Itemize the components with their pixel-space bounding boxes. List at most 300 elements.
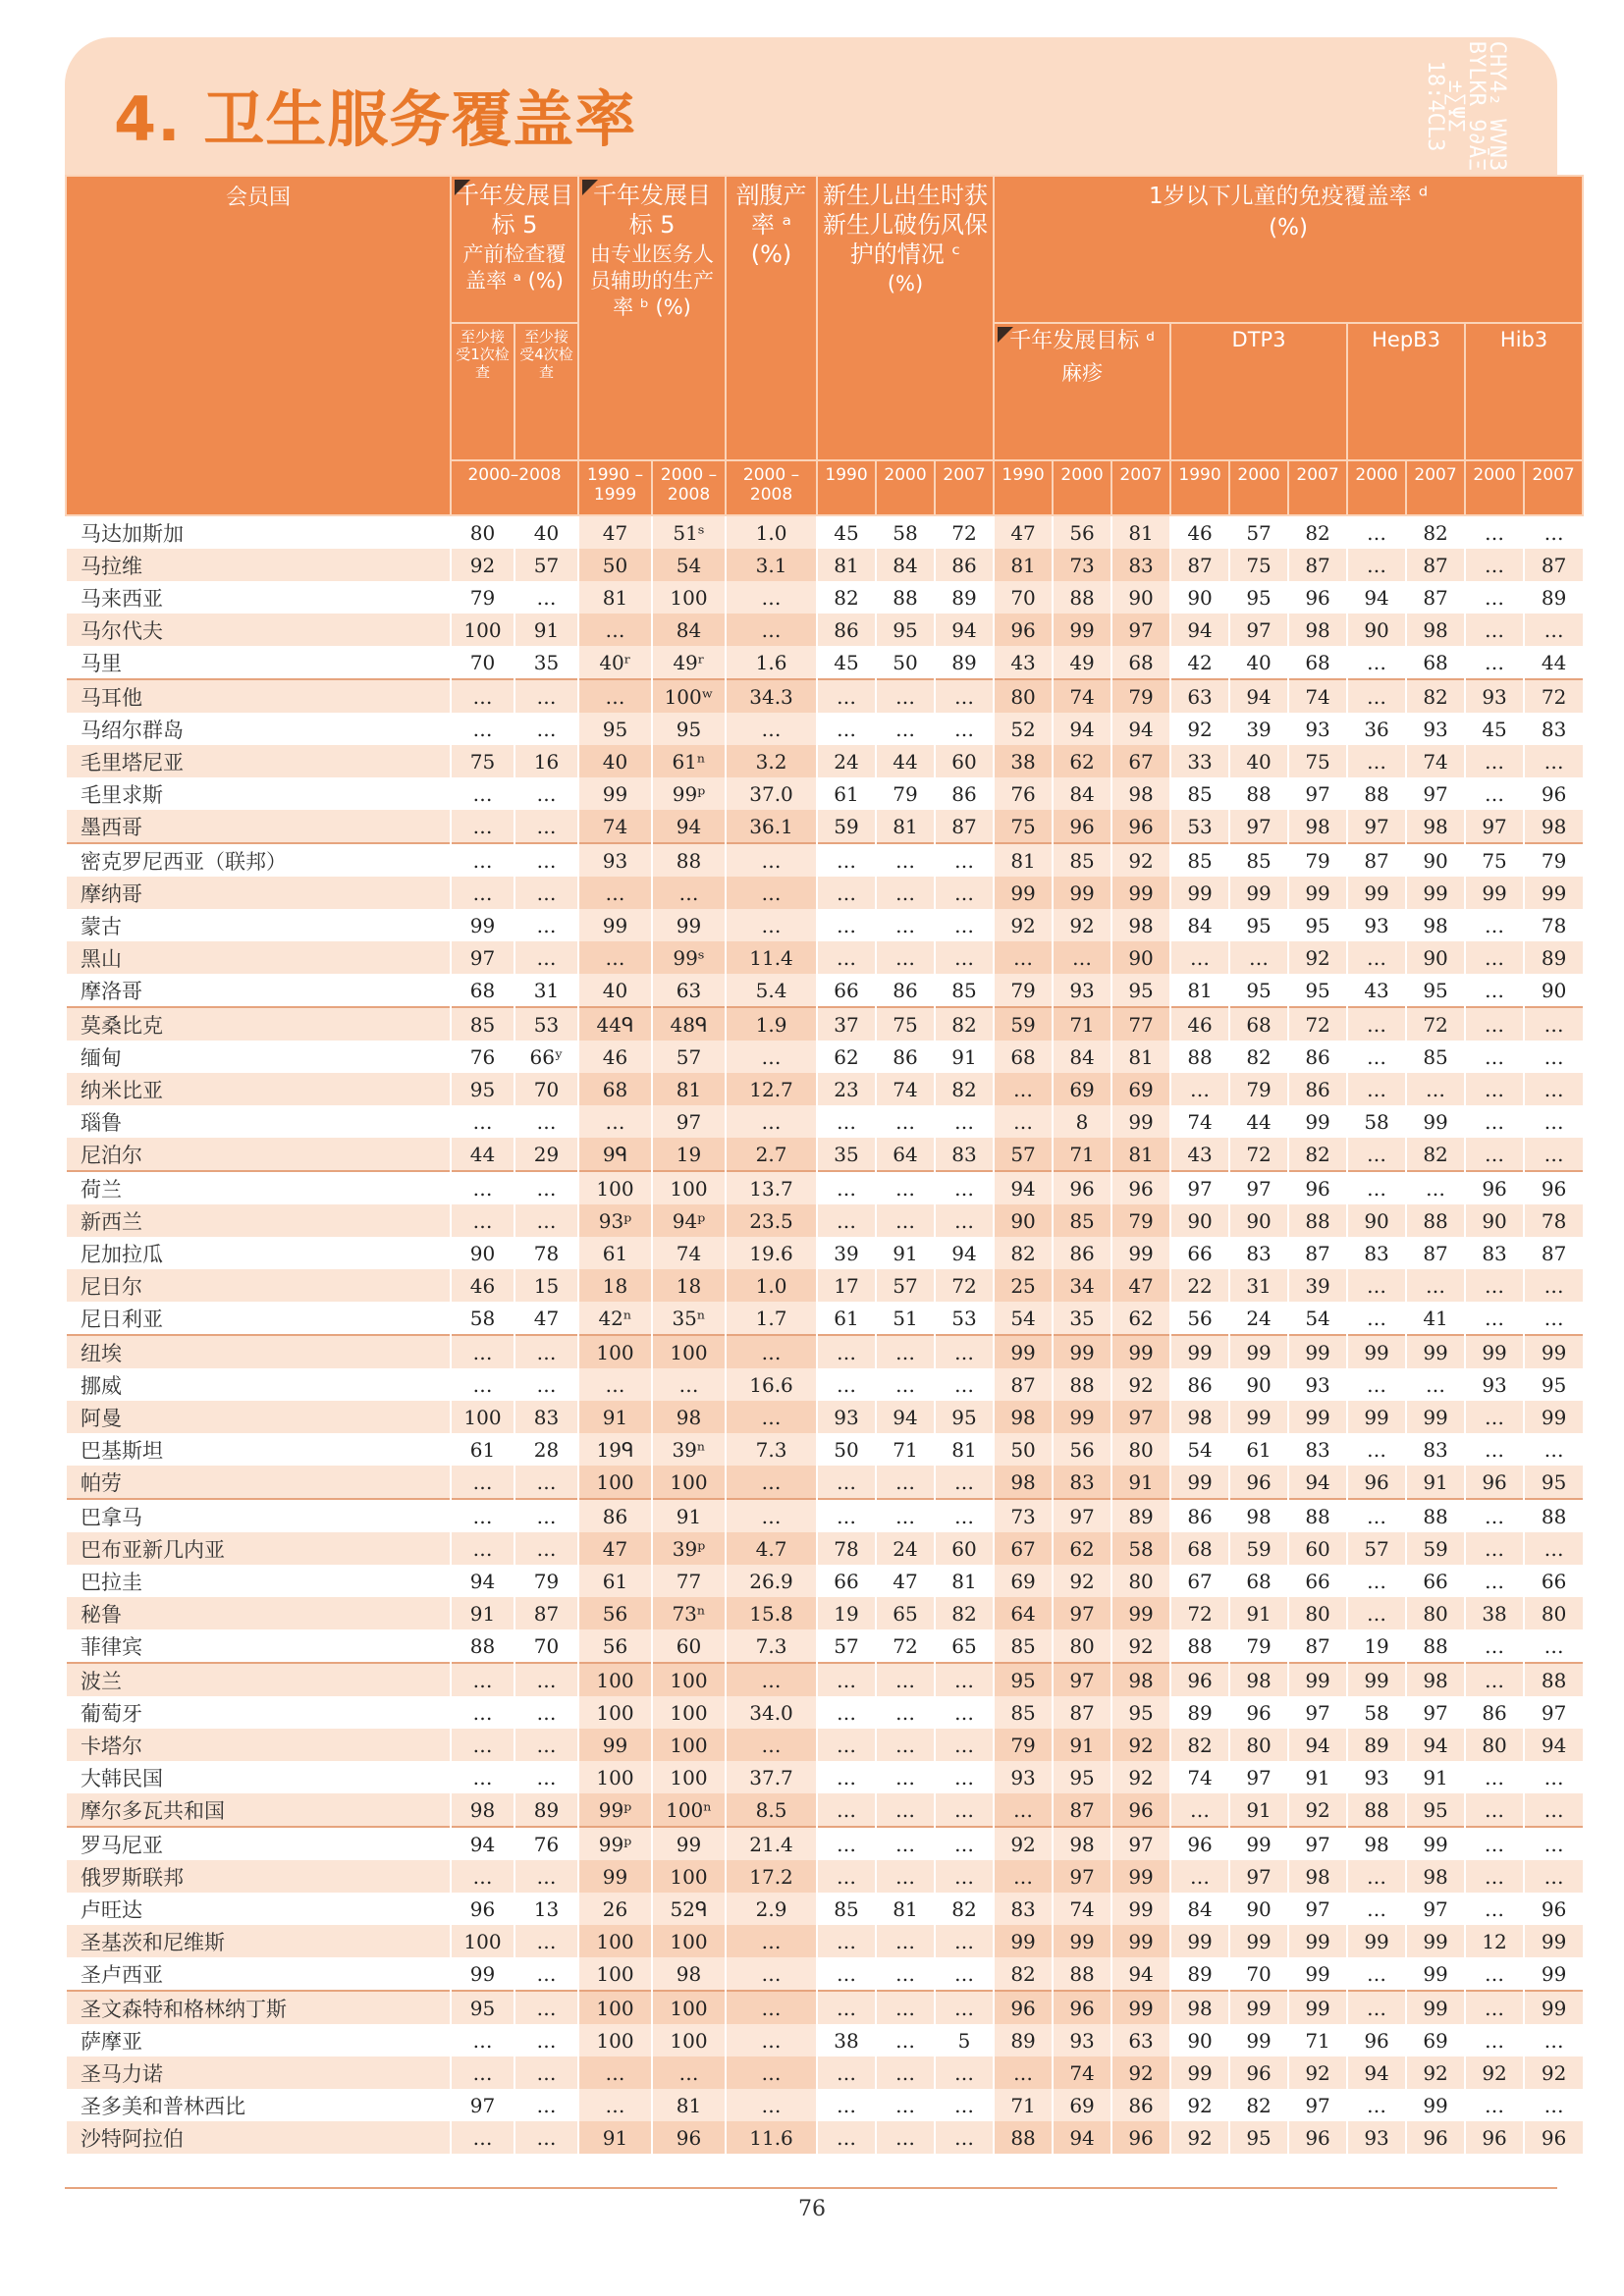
table-cell: 87 — [1288, 1237, 1347, 1269]
table-cell: … — [817, 713, 876, 745]
member-name: 毛里塔尼亚 — [66, 745, 451, 777]
table-cell: 94 — [876, 1401, 935, 1433]
member-name: 密克罗尼西亚（联邦） — [66, 843, 451, 877]
table-cell: 96 — [1229, 1696, 1288, 1729]
table-cell: 71 — [1053, 1007, 1111, 1041]
table-cell: 79 — [1524, 843, 1583, 877]
table-cell: … — [994, 941, 1053, 974]
table-cell: 78 — [1524, 1204, 1583, 1237]
table-cell: 18 — [578, 1269, 652, 1302]
table-cell: 99 — [1111, 877, 1170, 909]
table-cell: 81 — [1170, 974, 1229, 1007]
table-cell: 16 — [514, 745, 578, 777]
table-cell: … — [1465, 2089, 1524, 2121]
table-cell: 15 — [514, 1269, 578, 1302]
table-cell: 99 — [578, 909, 652, 941]
table-row — [66, 1893, 1583, 1925]
table-cell: 96 — [1524, 2121, 1583, 2154]
table-row — [66, 1138, 1583, 1171]
table-cell: 94 — [935, 614, 994, 646]
table-cell: 82 — [935, 1893, 994, 1925]
table-cell: 81 — [1111, 1041, 1170, 1073]
table-cell: 99 — [994, 877, 1053, 909]
table-cell: 100 — [652, 1663, 726, 1696]
table-cell: … — [876, 1957, 935, 1991]
table-cell: 92 — [1170, 2121, 1229, 2154]
table-cell: … — [652, 1368, 726, 1401]
table-cell: … — [1524, 1138, 1583, 1171]
table-cell: 1.7 — [726, 1302, 817, 1335]
header-tetanus-title: 新生儿出生时获新生儿破伤风保护的情况 ᶜ — [823, 182, 989, 268]
table-cell: 99 — [1229, 1991, 1288, 2024]
table-cell: 98 — [652, 1957, 726, 1991]
header-hepb3: HepB3 — [1347, 323, 1465, 460]
table-cell: 91 — [1229, 1597, 1288, 1629]
table-cell: 58 — [1111, 1532, 1170, 1565]
table-cell: 58 — [1347, 1105, 1406, 1138]
table-cell: 93 — [817, 1401, 876, 1433]
table-cell: 19ᑫ — [578, 1433, 652, 1466]
table-cell: 48ᑫ — [652, 1007, 726, 1041]
member-name: 巴拿马 — [66, 1499, 451, 1532]
table-cell: … — [935, 909, 994, 941]
table-cell: … — [1465, 941, 1524, 974]
table-cell: 80 — [1111, 1433, 1170, 1466]
table-cell: … — [817, 1368, 876, 1401]
table-cell: 100 — [652, 1991, 726, 2024]
table-cell: 90 — [451, 1237, 514, 1269]
table-cell: … — [578, 2056, 652, 2089]
table-cell: … — [514, 1466, 578, 1499]
table-cell: … — [935, 1368, 994, 1401]
table-cell: 57 — [1347, 1532, 1406, 1565]
table-cell: 94 — [1053, 713, 1111, 745]
table-cell: 43 — [994, 646, 1053, 679]
table-cell: 96 — [1111, 2121, 1170, 2154]
table-cell: 92 — [1406, 2056, 1465, 2089]
table-cell: … — [451, 1696, 514, 1729]
table-cell: 94 — [1347, 2056, 1406, 2089]
table-row — [66, 1957, 1583, 1991]
table-cell: … — [935, 2089, 994, 2121]
table-cell: … — [817, 1171, 876, 1204]
table-cell: … — [876, 1663, 935, 1696]
table-cell: 17 — [817, 1269, 876, 1302]
table-cell: 97 — [1111, 1401, 1170, 1433]
table-cell: 98 — [1288, 810, 1347, 843]
table-cell: 50 — [817, 1433, 876, 1466]
table-cell: 86 — [876, 974, 935, 1007]
table-cell: … — [451, 1171, 514, 1204]
table-cell: 97 — [451, 941, 514, 974]
table-cell: 34.3 — [726, 679, 817, 713]
table-cell: 97 — [1170, 1171, 1229, 1204]
table-cell: 40 — [578, 745, 652, 777]
coverage-table — [65, 175, 1584, 2154]
table-cell: 96 — [652, 2121, 726, 2154]
table-cell: 60 — [1288, 1532, 1347, 1565]
table-cell: 11.6 — [726, 2121, 817, 2154]
table-cell: 77 — [652, 1565, 726, 1597]
table-cell: 94 — [1053, 2121, 1111, 2154]
table-cell: … — [1524, 1827, 1583, 1860]
table-row — [66, 549, 1583, 581]
table-cell: 61 — [451, 1433, 514, 1466]
header-anc4: 至少接受4次检查 — [514, 323, 578, 460]
table-cell: 46 — [451, 1269, 514, 1302]
table-cell: 81 — [1111, 515, 1170, 549]
table-cell: 94 — [451, 1827, 514, 1860]
table-cell: 99 — [1347, 1925, 1406, 1957]
table-cell: 86 — [817, 614, 876, 646]
table-cell: 97 — [652, 1105, 726, 1138]
table-cell: 33 — [1170, 745, 1229, 777]
table-cell: 61 — [578, 1237, 652, 1269]
table-row — [66, 843, 1583, 877]
table-cell: … — [1347, 1597, 1406, 1629]
table-cell: 35ⁿ — [652, 1302, 726, 1335]
table-cell: … — [726, 1925, 817, 1957]
table-cell: 94 — [1406, 1729, 1465, 1761]
table-cell: 100 — [652, 581, 726, 614]
year-hepb3-2007: 2007 — [1406, 460, 1465, 515]
table-cell: 66 — [817, 974, 876, 1007]
table-cell: 82 — [1170, 1729, 1229, 1761]
table-cell: 79 — [1229, 1073, 1288, 1105]
table-cell: … — [817, 2056, 876, 2089]
table-cell: … — [652, 2056, 726, 2089]
table-cell: 98 — [1347, 1827, 1406, 1860]
table-row — [66, 2121, 1583, 2154]
table-cell: 95 — [451, 1073, 514, 1105]
table-cell: 100 — [451, 1401, 514, 1433]
table-cell: 53 — [935, 1302, 994, 1335]
table-cell: … — [817, 1991, 876, 2024]
table-cell: … — [1465, 1532, 1524, 1565]
table-cell: 90 — [1406, 843, 1465, 877]
table-cell: 9ᑫ — [578, 1138, 652, 1171]
table-cell: … — [1406, 1368, 1465, 1401]
table-cell: … — [994, 2056, 1053, 2089]
table-cell: 87 — [1406, 549, 1465, 581]
table-cell: 90 — [1406, 941, 1465, 974]
table-cell: 90 — [1229, 1368, 1288, 1401]
table-row — [66, 1237, 1583, 1269]
table-row — [66, 1335, 1583, 1368]
table-cell: 88 — [1053, 1368, 1111, 1401]
table-row — [66, 745, 1583, 777]
table-cell: … — [1347, 1433, 1406, 1466]
table-cell: … — [514, 1532, 578, 1565]
table-cell: … — [1347, 1957, 1406, 1991]
table-cell: … — [817, 1335, 876, 1368]
table-cell: 34.0 — [726, 1696, 817, 1729]
table-cell: … — [876, 843, 935, 877]
table-cell: 83 — [1406, 1433, 1465, 1466]
table-cell: 78 — [817, 1532, 876, 1565]
table-cell: 44 — [1524, 646, 1583, 679]
table-cell: 95 — [1229, 2121, 1288, 2154]
table-cell: 100 — [578, 1761, 652, 1793]
table-cell: 99ᵖ — [578, 1827, 652, 1860]
member-name: 荷兰 — [66, 1171, 451, 1204]
table-cell: 88 — [1347, 1793, 1406, 1827]
table-cell: 92 — [1111, 2056, 1170, 2089]
member-name: 罗马尼亚 — [66, 1827, 451, 1860]
table-cell: … — [1524, 1629, 1583, 1663]
table-cell: 54 — [652, 549, 726, 581]
table-cell: 94 — [1288, 1466, 1347, 1499]
table-cell: … — [817, 877, 876, 909]
table-cell: 88 — [876, 581, 935, 614]
table-cell: 87 — [1406, 1237, 1465, 1269]
table-cell: … — [726, 614, 817, 646]
table-cell: 59 — [1406, 1532, 1465, 1565]
table-cell: … — [514, 941, 578, 974]
table-cell: … — [817, 1204, 876, 1237]
table-cell: 85 — [1170, 843, 1229, 877]
table-cell: … — [876, 1827, 935, 1860]
table-cell: 100 — [652, 2024, 726, 2056]
table-cell: 96 — [1524, 1893, 1583, 1925]
table-cell: … — [876, 1105, 935, 1138]
table-cell: 99 — [1524, 1957, 1583, 1991]
table-cell: 72 — [935, 515, 994, 549]
table-cell: 8 — [1053, 1105, 1111, 1138]
table-cell: 72 — [1406, 1007, 1465, 1041]
table-row — [66, 1761, 1583, 1793]
table-cell: 96 — [1465, 1171, 1524, 1204]
table-cell: … — [1465, 2024, 1524, 2056]
table-cell: 44 — [876, 745, 935, 777]
table-cell: 99 — [994, 1335, 1053, 1368]
table-cell: 92 — [1111, 1629, 1170, 1663]
table-cell: 37 — [817, 1007, 876, 1041]
table-cell: 73 — [994, 1499, 1053, 1532]
table-cell: 47 — [578, 515, 652, 549]
table-cell: 93 — [1053, 2024, 1111, 2056]
table-cell: 95 — [1406, 1793, 1465, 1827]
table-cell: 61ⁿ — [652, 745, 726, 777]
member-name: 沙特阿拉伯 — [66, 2121, 451, 2154]
table-cell: … — [994, 1793, 1053, 1827]
table-cell: … — [514, 909, 578, 941]
table-cell: 99 — [578, 1860, 652, 1893]
table-cell: 92 — [1465, 2056, 1524, 2089]
table-cell: … — [1347, 1171, 1406, 1204]
table-cell: 39 — [1229, 713, 1288, 745]
table-cell: 99 — [1347, 1335, 1406, 1368]
table-cell: … — [817, 1957, 876, 1991]
table-cell: 79 — [1288, 843, 1347, 877]
table-cell: … — [1170, 1860, 1229, 1893]
table-cell: 98 — [1524, 810, 1583, 843]
table-cell: … — [451, 1729, 514, 1761]
table-cell: … — [1465, 974, 1524, 1007]
table-cell: 99 — [1524, 1991, 1583, 2024]
table-cell: 13.7 — [726, 1171, 817, 1204]
table-cell: 1.9 — [726, 1007, 817, 1041]
header-mdg5-sba-sub: 由专业医务人员辅助的生产率 ᵇ (%) — [590, 242, 715, 319]
table-cell: … — [514, 2121, 578, 2154]
table-cell: 57 — [817, 1629, 876, 1663]
table-cell: 97 — [1406, 1696, 1465, 1729]
table-cell: 35 — [514, 646, 578, 679]
year-tet-1990: 1990 — [817, 460, 876, 515]
table-cell: 38 — [1465, 1597, 1524, 1629]
table-cell: 97 — [1524, 1696, 1583, 1729]
member-name: 圣多美和普林西比 — [66, 2089, 451, 2121]
table-body — [66, 515, 1583, 2154]
table-cell: 74 — [578, 810, 652, 843]
table-cell: … — [876, 2024, 935, 2056]
table-cell: 99 — [578, 777, 652, 810]
table-cell: 97 — [1229, 1761, 1288, 1793]
table-cell: … — [994, 1860, 1053, 1893]
table-cell: … — [726, 877, 817, 909]
table-cell: 96 — [1347, 2024, 1406, 2056]
member-name: 秘鲁 — [66, 1597, 451, 1629]
table-cell: 89 — [1524, 941, 1583, 974]
table-cell: 85 — [1229, 843, 1288, 877]
table-cell: 83 — [1347, 1237, 1406, 1269]
member-name: 马拉维 — [66, 549, 451, 581]
table-cell: 70 — [451, 646, 514, 679]
table-cell: 76 — [514, 1827, 578, 1860]
table-cell: 63 — [1170, 679, 1229, 713]
table-cell: … — [1524, 1073, 1583, 1105]
table-row — [66, 1007, 1583, 1041]
table-cell: 80 — [1111, 1565, 1170, 1597]
table-cell: 74 — [1053, 2056, 1111, 2089]
table-cell: … — [726, 843, 817, 877]
year-hib3-2000: 2000 — [1465, 460, 1524, 515]
table-cell: 92 — [1288, 2056, 1347, 2089]
year-dtp3-2000: 2000 — [1229, 460, 1288, 515]
table-cell: 84 — [652, 614, 726, 646]
table-cell: 80 — [1053, 1629, 1111, 1663]
table-row — [66, 1433, 1583, 1466]
table-cell: 92 — [1170, 2089, 1229, 2121]
table-cell: 100 — [652, 1335, 726, 1368]
table-cell: … — [1465, 1138, 1524, 1171]
section-banner — [65, 37, 1557, 175]
year-tet-2000: 2000 — [876, 460, 935, 515]
table-cell: … — [935, 1466, 994, 1499]
table-cell: 99 — [1465, 1335, 1524, 1368]
header-dtp3: DTP3 — [1170, 323, 1347, 460]
table-cell: 96 — [1170, 1827, 1229, 1860]
table-cell: … — [514, 1696, 578, 1729]
table-cell: … — [514, 877, 578, 909]
table-cell: 84 — [876, 549, 935, 581]
table-cell: 93 — [1053, 974, 1111, 1007]
table-cell: … — [1465, 1302, 1524, 1335]
table-cell: 87 — [1288, 549, 1347, 581]
table-cell: 87 — [994, 1368, 1053, 1401]
table-cell: 46 — [578, 1041, 652, 1073]
table-cell: 80 — [1288, 1597, 1347, 1629]
table-cell: … — [451, 777, 514, 810]
table-cell: 92 — [1111, 1729, 1170, 1761]
table-cell: … — [451, 843, 514, 877]
table-cell: 71 — [1288, 2024, 1347, 2056]
table-cell: 100 — [578, 1171, 652, 1204]
table-row — [66, 1793, 1583, 1827]
table-cell: 94 — [1229, 679, 1288, 713]
table-cell: 94 — [1524, 1729, 1583, 1761]
table-cell: … — [1170, 941, 1229, 974]
table-cell: 99 — [578, 1729, 652, 1761]
table-cell: 37.0 — [726, 777, 817, 810]
table-cell: 90 — [1229, 1893, 1288, 1925]
table-cell: 99 — [1406, 1991, 1465, 2024]
table-cell: … — [876, 2056, 935, 2089]
table-cell: 82 — [1229, 2089, 1288, 2121]
table-cell: 92 — [994, 909, 1053, 941]
table-cell: … — [1347, 1565, 1406, 1597]
table-cell: … — [1524, 1433, 1583, 1466]
table-cell: 91 — [1111, 1466, 1170, 1499]
table-cell: 96 — [1524, 1171, 1583, 1204]
table-cell: 50 — [876, 646, 935, 679]
table-cell: … — [1347, 515, 1406, 549]
table-cell: 74 — [1053, 1893, 1111, 1925]
table-cell: 87 — [1347, 843, 1406, 877]
table-cell: … — [514, 1991, 578, 2024]
table-cell: … — [1465, 1007, 1524, 1041]
table-cell: 17.2 — [726, 1860, 817, 1893]
table-cell: 67 — [994, 1532, 1053, 1565]
table-cell: 56 — [578, 1629, 652, 1663]
table-cell: 100 — [578, 1696, 652, 1729]
table-cell: 31 — [1229, 1269, 1288, 1302]
table-cell: 49 — [1053, 646, 1111, 679]
table-cell: 97 — [1288, 1827, 1347, 1860]
table-cell: … — [876, 1761, 935, 1793]
member-name: 阿曼 — [66, 1401, 451, 1433]
table-cell: 97 — [1111, 614, 1170, 646]
table-cell: … — [514, 1925, 578, 1957]
table-cell: 69 — [994, 1565, 1053, 1597]
table-cell: 90 — [1347, 614, 1406, 646]
table-cell: 12 — [1465, 1925, 1524, 1957]
table-cell: 100ⁿ — [652, 1793, 726, 1827]
table-row — [66, 679, 1583, 713]
table-cell: … — [1524, 1105, 1583, 1138]
table-cell: … — [935, 1761, 994, 1793]
table-cell: 95 — [994, 1663, 1053, 1696]
table-cell: 86 — [1288, 1041, 1347, 1073]
year-csection: 2000 –2008 — [726, 460, 817, 515]
table-cell: … — [514, 1499, 578, 1532]
table-cell: 79 — [1111, 679, 1170, 713]
table-cell: 96 — [1170, 1663, 1229, 1696]
table-cell: 88 — [1229, 777, 1288, 810]
member-name: 尼加拉瓜 — [66, 1237, 451, 1269]
table-cell: 100 — [652, 1925, 726, 1957]
member-name: 尼泊尔 — [66, 1138, 451, 1171]
table-cell: 7.3 — [726, 1433, 817, 1466]
table-cell: … — [876, 713, 935, 745]
table-row — [66, 1302, 1583, 1335]
table-row — [66, 1663, 1583, 1696]
table-cell: 100 — [578, 1957, 652, 1991]
table-cell: 59 — [994, 1007, 1053, 1041]
table-cell: 86 — [1288, 1073, 1347, 1105]
table-cell: 98 — [994, 1466, 1053, 1499]
table-cell: … — [876, 1499, 935, 1532]
